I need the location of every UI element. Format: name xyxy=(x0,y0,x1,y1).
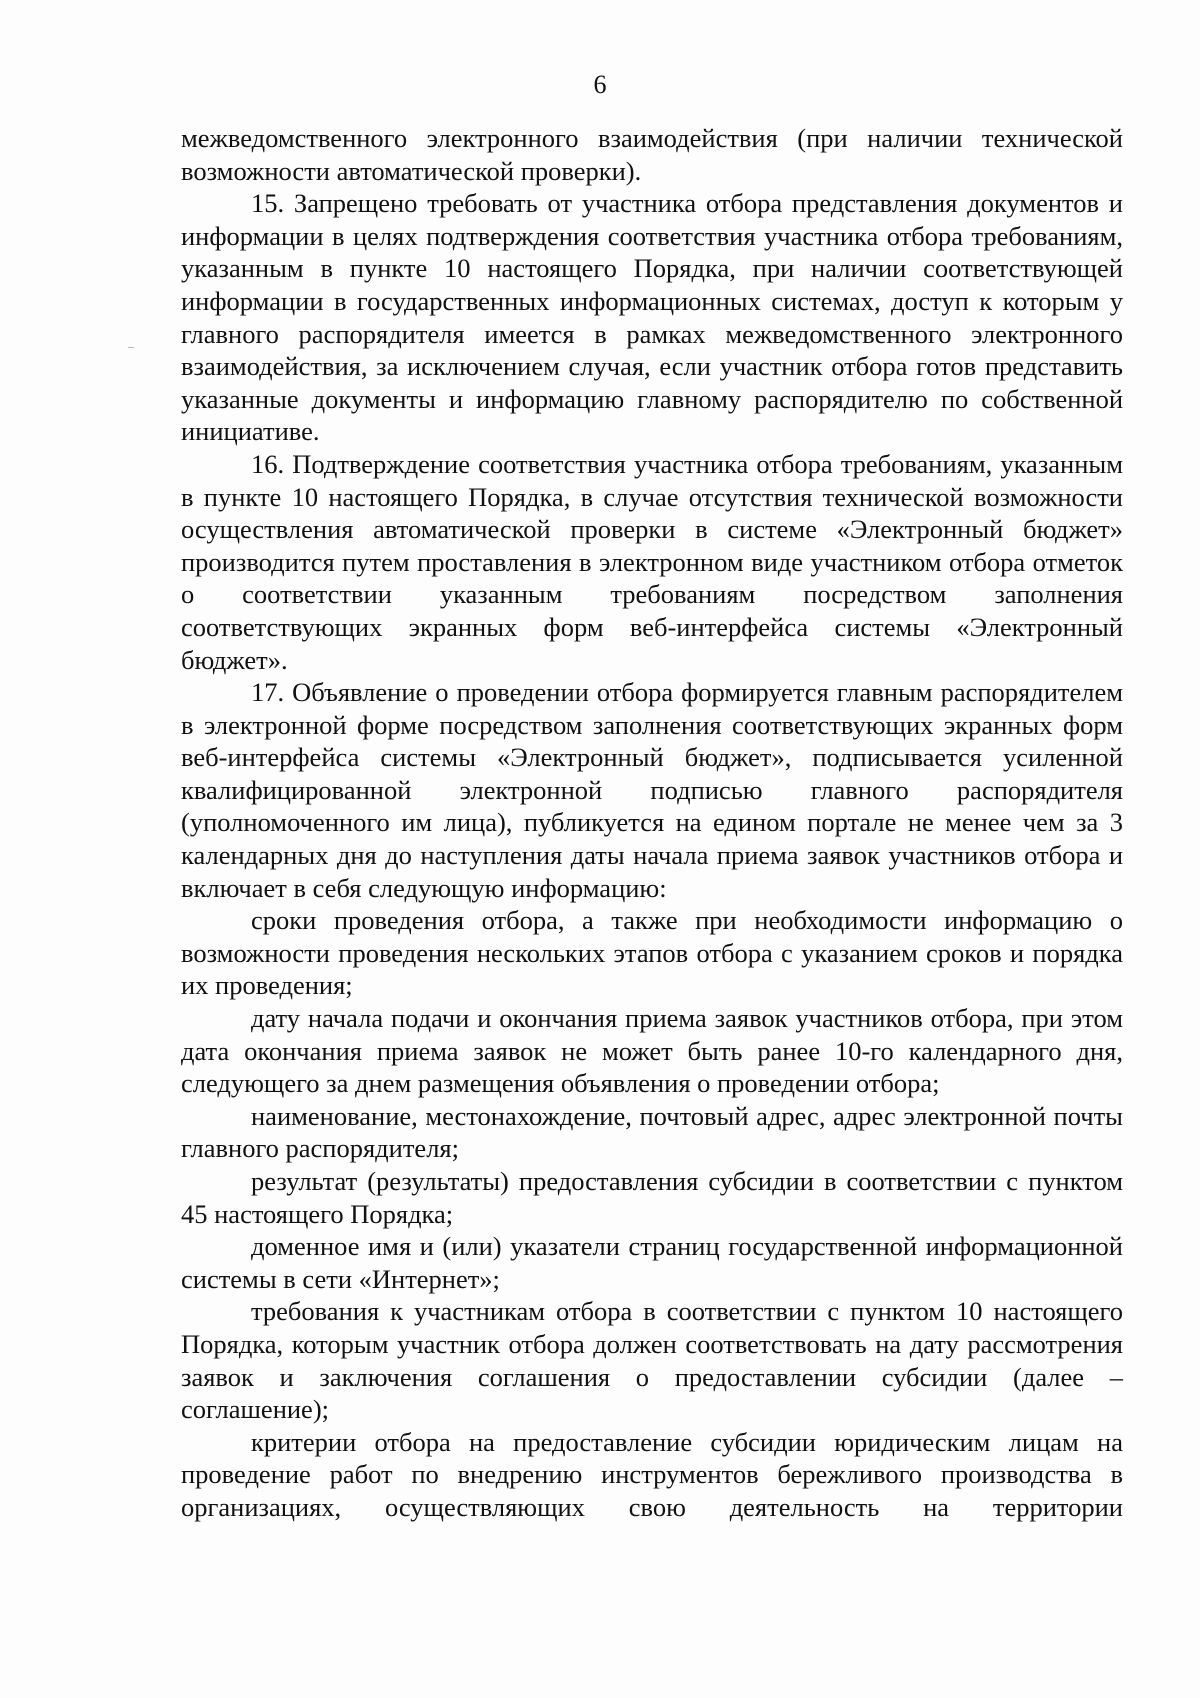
document-body xyxy=(181,122,1123,1524)
list-item-results: результат (результаты) предоставления субсидии в соответствии с пунктом 45 настоящего Порядка; xyxy=(181,1166,1123,1229)
margin-mark xyxy=(128,347,134,348)
list-item-address: наименование, местонахождение, почтовый адрес, адрес электронной почты главного распорядителя; xyxy=(181,1100,1123,1164)
list-item-criteria: критерии отбора на предоставление субсидии юридическим лицам на проведение работ по внедрению инструментов бережливого производства в организациях, осуществляющих свою деятельность на территории xyxy=(181,1426,1123,1522)
list-item-terms: сроки проведения отбора, а также при необходимости информацию о возможности проведения нескольких этапов отбора с указанием сроков и порядка их проведения; xyxy=(181,905,1123,1001)
list-item-requirements: требования к участникам отбора в соответствии с пунктом 10 настоящего Порядка, которым участник отбора должен соответствовать на дату рассмотрения заявок и заключения соглашения о предоставлении субсидии (далее – соглашение); xyxy=(181,1296,1123,1425)
paragraph-16: 16. Подтверждение соответствия участника отбора требованиям, указанным в пункте 10 настоящего Порядка, в случае отсутствия технической возможности осуществления автоматической проверки в системе «Электронный бюджет» производится путем проставления в электронном виде участником отбора отметок о соответствии указанным требованиям посредством заполнения соответствующих экранных форм веб-интерфейса системы «Электронный бюджет». xyxy=(181,448,1123,675)
list-item-dates: дату начала подачи и окончания приема заявок участников отбора, при этом дата окончания приема заявок не может быть ранее 10-го календарного дня, следующего за днем размещения объявления о проведении отбора; xyxy=(181,1003,1123,1099)
paragraph-17: 17. Объявление о проведении отбора формируется главным распорядителем в электронной форме посредством заполнения соответствующих экранных форм веб-интерфейса системы «Электронный бюджет», подписывается усиленной квалифицированной электронной подписью главного распорядителя (уполномоченного им лица), публикуется на едином портале не менее чем за 3 календарных дня до наступления даты начала приема заявок участников отбора и включает в себя следующую информацию: xyxy=(181,677,1123,903)
list-item-domain: доменное имя и (или) указатели страниц государственной информационной системы в сети «Интернет»; xyxy=(181,1231,1123,1294)
paragraph-continuation: межведомственного электронного взаимодействия (при наличии технической возможности автоматической проверки). xyxy=(181,123,1123,186)
page-number: 6 xyxy=(593,70,607,99)
paragraph-15: 15. Запрещено требовать от участника отбора представления документов и информации в целях подтверждения соответствия участника отбора требованиям, указанным в пункте 10 настоящего Порядка, при наличии соответствующей информации в государственных информационных системах, доступ к которым у главного распорядителя имеется в рамках межведомственного электронного взаимодействия, за исключением случая, если участник отбора готов представить указанные документы и информацию главному распорядителю по собственной инициативе. xyxy=(181,188,1123,447)
